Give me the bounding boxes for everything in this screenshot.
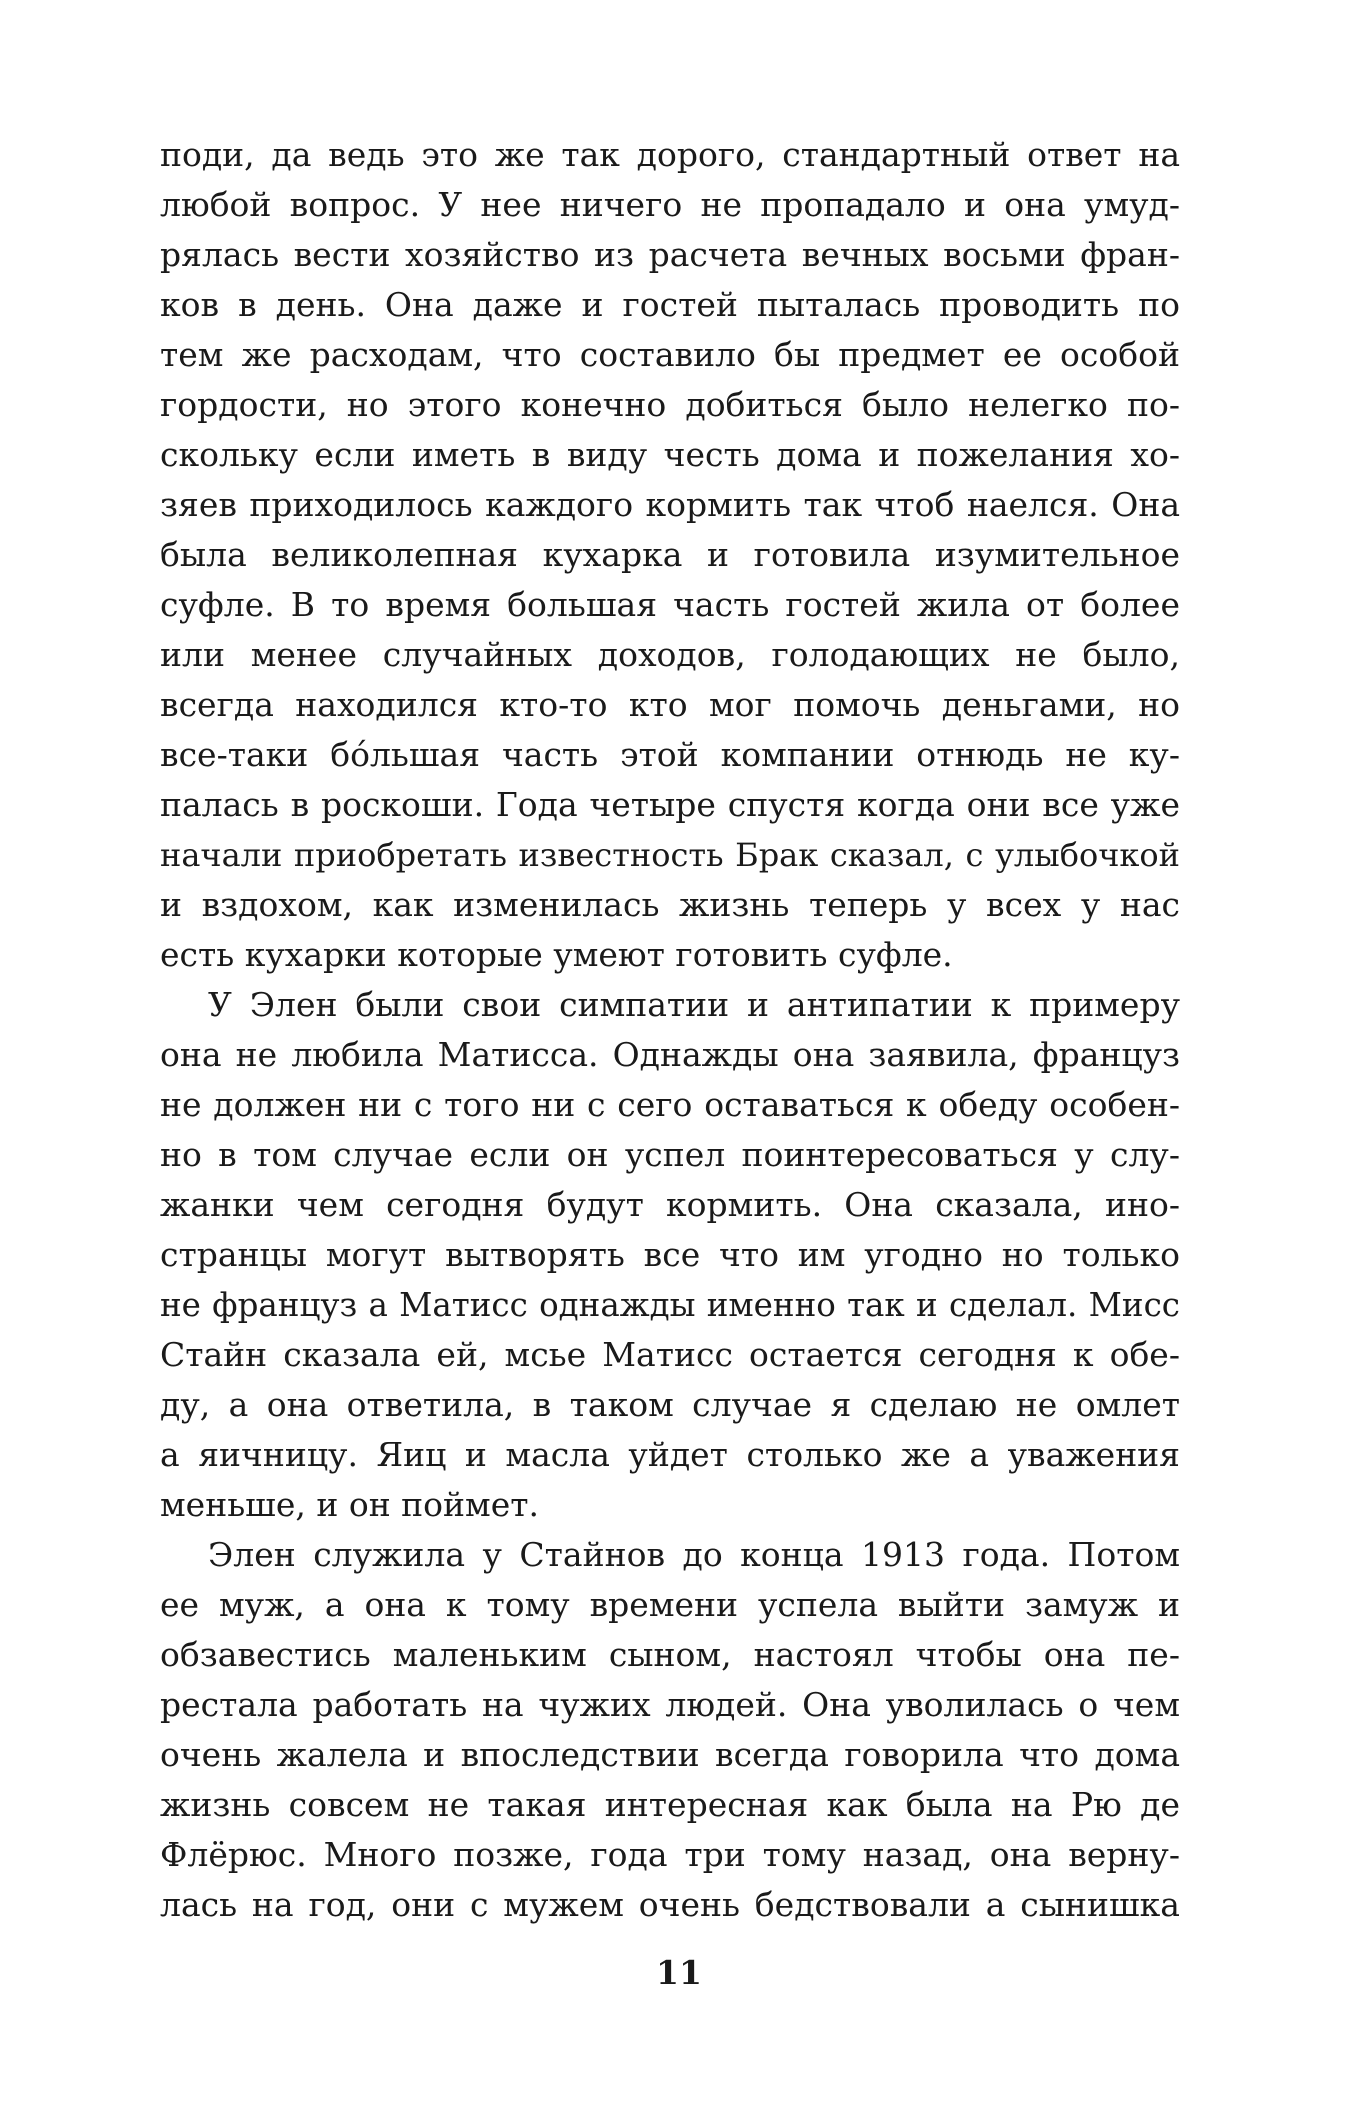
text-line: есть кухарки которые умеют готовить суфле. [160,935,953,974]
text-line: любой вопрос. У нее ничего не пропадало и она умуд- [160,185,1180,224]
text-line: обзавестись маленьким сыном, настоял чтобы она пе- [160,1635,1180,1674]
text-line: жизнь совсем не такая интересная как была на Рю де [160,1785,1180,1824]
text-line: лась на год, они с мужем очень бедствовали а сынишка [160,1885,1180,1924]
text-line: а яичницу. Яиц и масла уйдет столько же а уважения [160,1435,1180,1474]
text-line: гордости, но этого конечно добиться было нелегко по- [160,385,1180,424]
text-line: суфле. В то время большая часть гостей жила от более [160,585,1180,624]
text-line: всегда находился кто-то кто мог помочь деньгами, но [160,685,1180,724]
text-line: У Элен были свои симпатии и антипатии к примеру [208,985,1180,1024]
text-line: тем же расходам, что составило бы предмет ее особой [160,335,1180,374]
text-line: не француз а Матисс однажды именно так и сделал. Мисс [160,1286,1180,1324]
text-line: не должен ни с того ни с сего оставаться к обеду особен- [160,1085,1180,1124]
text-line: ду, а она ответила, в таком случае я сделаю не омлет [160,1385,1180,1424]
text-line: начали приобретать известность Брак сказал, с улыбочкой [160,836,1180,874]
text-line: но в том случае если он успел поинтересоваться у слу- [160,1135,1180,1174]
text-line: все-таки бóльшая часть этой компании отнюдь не ку- [160,735,1180,774]
text-line: скольку если иметь в виду честь дома и пожелания хо- [160,435,1180,474]
text-line: поди, да ведь это же так дорого, стандартный ответ на [160,135,1180,174]
text-line: ков в день. Она даже и гостей пыталась проводить по [160,285,1180,324]
text-line: или менее случайных доходов, голодающих не было, [160,635,1180,674]
page-number: 11 [656,1953,702,1992]
text-line: ее муж, а она к тому времени успела выйти замуж и [160,1585,1180,1624]
body-text [160,130,1180,1930]
text-line: палась в роскоши. Года четыре спустя когда они все уже [160,785,1180,824]
text-line: меньше, и он поймет. [160,1485,539,1524]
text-line: рестала работать на чужих людей. Она уволилась о чем [160,1685,1180,1724]
text-line: была великолепная кухарка и готовила изумительное [160,535,1180,574]
text-line: жанки чем сегодня будут кормить. Она сказала, ино- [160,1185,1180,1224]
text-line: странцы могут вытворять все что им угодно но только [160,1235,1180,1274]
text-line: Стайн сказала ей, мсье Матисс остается сегодня к обе- [160,1335,1180,1374]
text-line: зяев приходилось каждого кормить так чтоб наелся. Она [160,485,1180,524]
text-line: она не любила Матисса. Однажды она заявила, француз [160,1035,1180,1074]
text-line: Элен служила у Стайнов до конца 1913 года. Потом [208,1535,1180,1574]
text-line: очень жалела и впоследствии всегда говорила что дома [160,1735,1180,1774]
text-line: и вздохом, как изменилась жизнь теперь у всех у нас [160,885,1180,924]
text-line: Флёрюс. Много позже, года три тому назад, она верну- [160,1835,1180,1874]
text-line: рялась вести хозяйство из расчета вечных восьми фран- [160,235,1180,274]
